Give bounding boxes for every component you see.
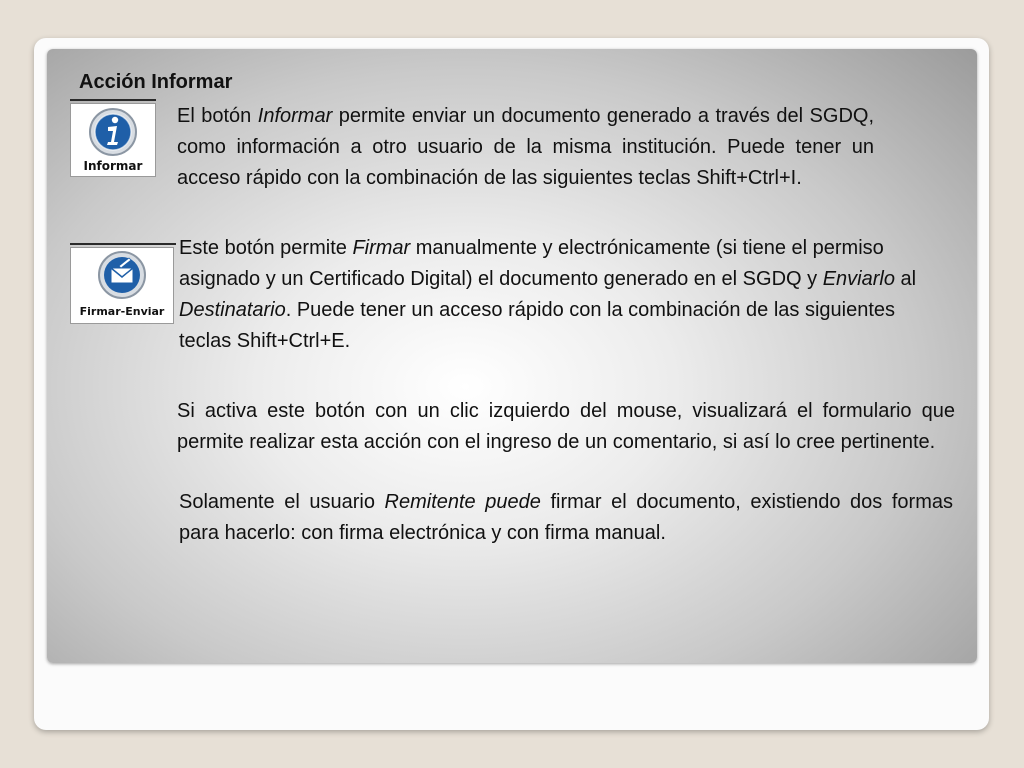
paragraph-informar <box>177 101 874 194</box>
info-icon <box>71 104 155 160</box>
paragraph-firmar <box>179 233 919 357</box>
text-span: firmar el documento, existiendo dos formas para hacerlo: con firma electrónica y con firma manual. <box>179 491 953 544</box>
paragraph-remitente <box>179 487 953 549</box>
firmar-enviar-icon-tile[interactable] <box>70 247 174 324</box>
slide-title: Acción Informar <box>79 71 233 93</box>
text-span: permite enviar un documento generado a través del SGDQ, como información a otro usuario de la misma institución. Puede tener un acceso rápido con la combinación de las siguientes teclas Shift+Ctrl+I. <box>177 105 875 189</box>
text-span-italic: Firmar <box>352 237 411 259</box>
text-span: Solamente el usuario <box>179 491 385 513</box>
firmar-rule <box>70 243 176 245</box>
firmar-enviar-caption: Firmar-Enviar <box>79 305 165 318</box>
text-span: manualmente y electrónicamente (si tiene el permiso asignado y un Certificado Digital) el documento generado en el SGDQ y <box>179 237 884 290</box>
text-span: Este botón permite <box>179 237 353 259</box>
text-span-italic: Informar <box>257 105 333 127</box>
informar-caption: Informar <box>83 159 143 173</box>
informar-icon-tile[interactable] <box>70 103 156 177</box>
text-span-italic: Destinatario <box>179 299 286 321</box>
text-span-italic: Enviarlo <box>822 268 895 290</box>
informar-rule <box>70 99 156 101</box>
envelope-icon <box>71 248 173 304</box>
paragraph-activacion: Si activa este botón con un clic izquierdo del mouse, visualizará el formulario que permite realizar esta acción con el ingreso de un comentario, si así lo cree pertinente. <box>177 400 955 453</box>
text-span: El botón <box>177 105 258 127</box>
text-span: . Puede tener un acceso rápido con la combinación de las siguientes teclas Shift+Ctrl+E. <box>179 299 895 352</box>
text-span: al <box>894 268 917 290</box>
text-span-italic: Remitente puede <box>384 491 541 513</box>
